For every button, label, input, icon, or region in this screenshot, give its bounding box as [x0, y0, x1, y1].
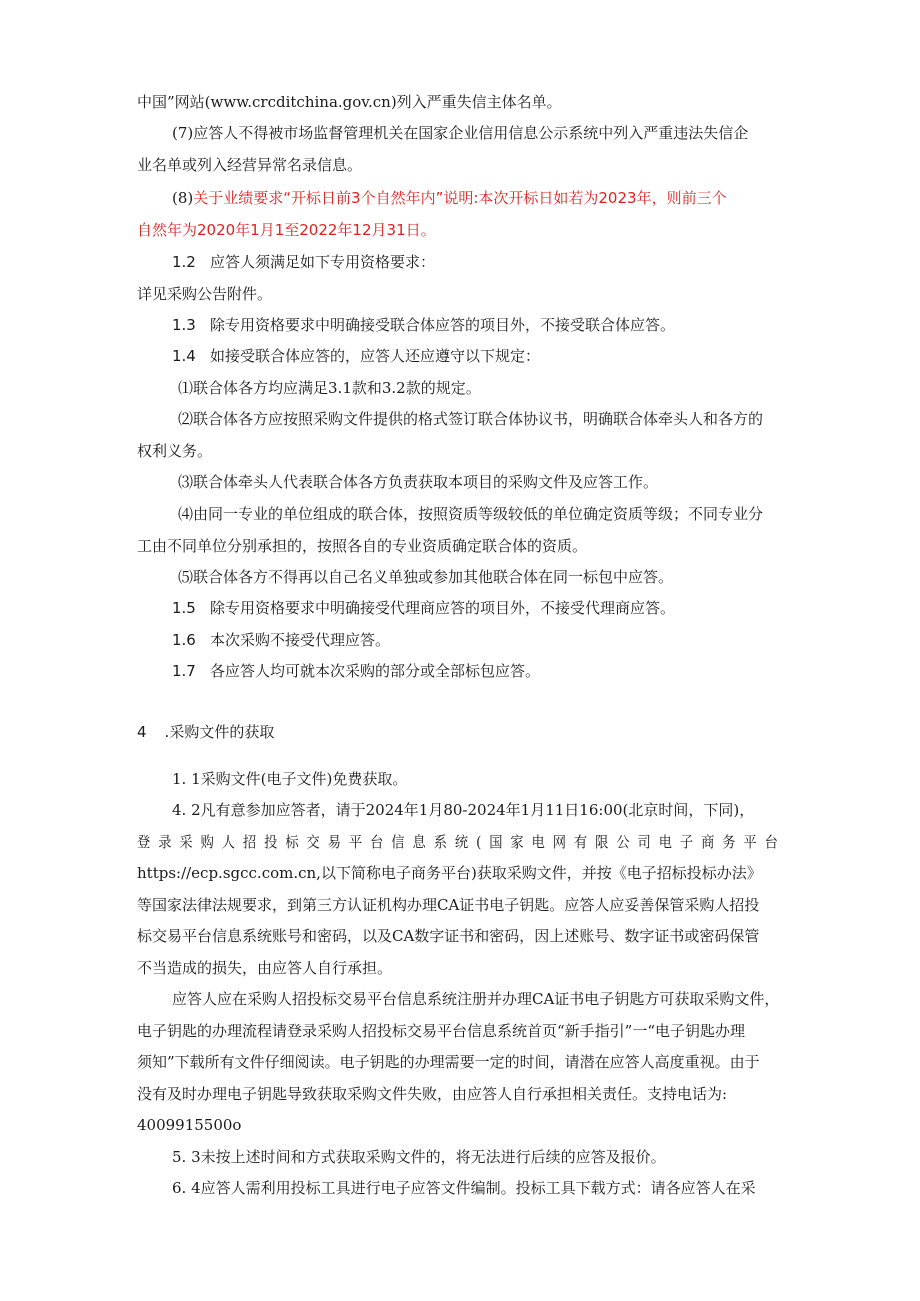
highlighted-text: 关于业绩要求“开标日前3个自然年内”说明:本次开标日如若为2023年，则前三个 — [193, 189, 727, 207]
paragraph-line: 详见采购公告附件。 — [137, 285, 273, 303]
paragraph-line: 中国”网站(www.crcditchina.gov.cn)列入严重失信主体名单。 — [137, 93, 562, 111]
paragraph-line: https://ecp.sgcc.com.cn,以下简称电子商务平台)获取采购文件，并按《电子招标投标办法》 — [137, 864, 762, 882]
section-title: .采购文件的获取 — [164, 723, 275, 741]
list-item: ⑴联合体各方均应满足3.1款和3.2款的规定。 — [178, 379, 481, 397]
paragraph-line: 没有及时办理电子钥匙导致获取采购文件失败，由应答人自行承担相关责任。支持电话为: — [137, 1085, 728, 1103]
paragraph-line: 1. 1采购文件(电子文件)免费获取。 — [172, 770, 408, 788]
list-item: ⑸联合体各方不得再以自己名义单独或参加其他联合体在同一标包中应答。 — [178, 568, 674, 586]
list-item: ⑵联合体各方应按照采购文件提供的格式签订联合体协议书，明确联合体牵头人和各方的 — [178, 410, 764, 428]
list-item: ⑷由同一专业的单位组成的联合体，按照资质等级较低的单位确定资质等级；不同专业分 — [178, 505, 764, 523]
paragraph-line: 须知”下载所有文件仔细阅读。电子钥匙的办理需要一定的时间，请潜在应答人高度重视。由于 — [137, 1053, 760, 1071]
paragraph-line — [137, 832, 786, 852]
clause-line — [172, 661, 540, 681]
item-marker: (8) — [172, 189, 194, 207]
clause-line — [172, 252, 435, 272]
paragraph-line: 应答人应在采购人招投标交易平台信息系统注册并办理CA证书电子钥匙方可获取采购文件， — [172, 990, 780, 1008]
clause-number: 1.4 — [172, 347, 196, 365]
paragraph-line: 等国家法律法规要求，到第三方认证机构办理CA证书电子钥匙。应答人应妥善保管采购人招投 — [137, 896, 760, 914]
clause-line — [172, 598, 675, 618]
highlighted-paragraph-line: 自然年为2020年1月1至2022年12月31日。 — [137, 221, 436, 239]
clause-number: 1.2 — [172, 253, 196, 271]
clause-line — [172, 315, 675, 335]
paragraph-line: 6. 4应答人需利用投标工具进行电子应答文件编制。投标工具下载方式：请各应答人在采 — [172, 1179, 756, 1197]
paragraph-line: 标交易平台信息系统账号和密码，以及CA数字证书和密码，因上述账号、数字证书或密码保管 — [137, 927, 760, 945]
clause-number: 1.3 — [172, 316, 196, 334]
paragraph-line: (7)应答人不得被市场监督管理机关在国家企业信用信息公示系统中列入严重违法失信企 — [172, 124, 749, 142]
list-item: ⑶联合体牵头人代表联合体各方负责获取本项目的采购文件及应答工作。 — [178, 473, 659, 491]
highlighted-paragraph-line — [172, 188, 727, 208]
clause-line — [172, 630, 390, 650]
clause-text: 本次采购不接受代理应答。 — [210, 631, 391, 649]
clause-number: 1.5 — [172, 599, 196, 617]
clause-text: 如接受联合体应答的，应答人还应遵守以下规定： — [210, 347, 541, 365]
clause-number: 1.7 — [172, 662, 196, 680]
clause-text: 除专用资格要求中明确接受代理商应答的项目外，不接受代理商应答。 — [210, 599, 676, 617]
clause-number: 1.6 — [172, 631, 196, 649]
paragraph-line: 不当造成的损失，由应答人自行承担。 — [137, 959, 393, 977]
paragraph-line: 4. 2凡有意参加应答者，请于2024年1月80-2024年1月11日16:00(北京时间，下同)， — [172, 801, 755, 819]
paragraph-line: 4009915500o — [137, 1116, 242, 1134]
section-heading — [137, 722, 274, 742]
paragraph-line: 权利义务。 — [137, 442, 213, 460]
section-number: 4 — [137, 723, 147, 741]
paragraph-line: 电子钥匙的办理流程请登录采购人招投标交易平台信息系统首页“新手指引”一“电子钥匙办理 — [137, 1022, 746, 1040]
paragraph-line: 工由不同单位分别承担的，按照各自的专业资质确定联合体的资质。 — [137, 537, 588, 555]
paragraph-line: 业名单或列入经营异常名录信息。 — [137, 156, 363, 174]
clause-text: 各应答人均可就本次采购的部分或全部标包应答。 — [210, 662, 541, 680]
clause-line — [172, 346, 540, 366]
justified-text: 登录采购人招投标交易平台信息系统(国家电网有限公司电子商务平台 — [137, 833, 786, 851]
clause-text: 除专用资格要求中明确接受联合体应答的项目外，不接受联合体应答。 — [210, 316, 676, 334]
paragraph-line: 5. 3未按上述时间和方式获取采购文件的，将无法进行后续的应答及报价。 — [172, 1148, 666, 1166]
clause-text: 应答人须满足如下专用资格要求： — [210, 253, 436, 271]
